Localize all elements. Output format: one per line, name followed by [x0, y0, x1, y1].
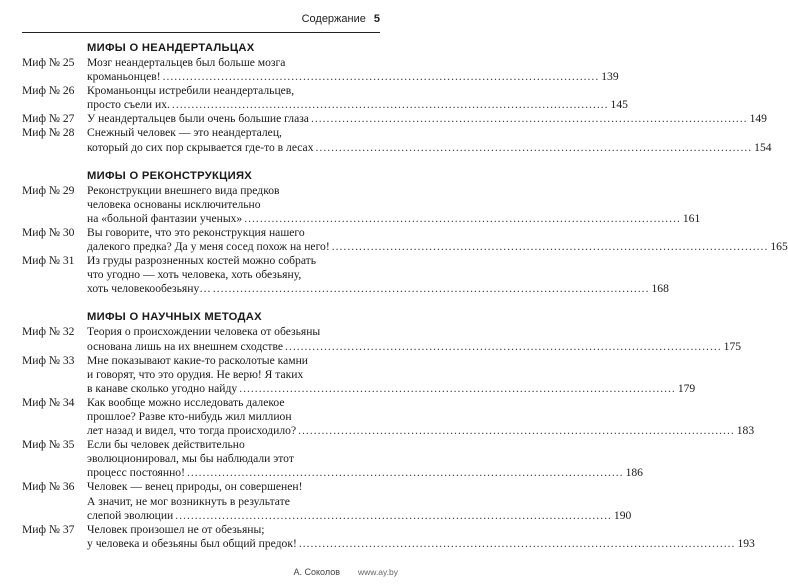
watermark: www.ay.by — [358, 567, 398, 577]
entry-last-line — [87, 212, 700, 226]
entry-text-line: лет назад и видел, что тогда происходило? — [87, 424, 297, 438]
toc-entry[interactable] — [22, 126, 772, 154]
dot-leader — [332, 240, 769, 254]
toc-entry[interactable] — [22, 438, 643, 480]
dot-leader — [244, 212, 681, 226]
entry-text-line: Теория о происхождении человека от обезьяны — [87, 325, 321, 339]
entry-body — [87, 84, 628, 112]
entry-label: Миф № 25 — [22, 56, 75, 69]
entry-text-line: процесс постоянно! — [87, 466, 185, 480]
toc-entry[interactable] — [22, 522, 755, 551]
entry-text-line: Мне показывают какие-то расколотые камни — [87, 353, 308, 367]
entry-body — [87, 184, 700, 226]
entry-page-number[interactable]: 149 — [749, 112, 767, 126]
entry-label: Миф № 31 — [22, 254, 75, 268]
entry-text-line: Кроманьонцы истребили неандертальцев, — [87, 84, 295, 98]
entry-text-line: кроманьонцев! — [87, 70, 161, 84]
entry-last-line — [87, 70, 619, 84]
header-text — [302, 13, 380, 25]
entry-text-line: А значит, не мог возникнуть в результате — [87, 494, 290, 508]
entry-last-line — [87, 282, 669, 296]
entry-page-number[interactable]: 193 — [737, 536, 755, 550]
entry-text-line: у человека и обезьяны был общий предок! — [87, 536, 297, 550]
footer-author: А. Соколов — [293, 567, 340, 577]
entry-last-line — [87, 141, 772, 155]
entry-label: Миф № 29 — [22, 183, 75, 197]
entry-label: Миф № 34 — [22, 395, 75, 409]
entry-text-line: далекого предка? Да у меня сосед похож на него! — [87, 240, 330, 254]
entry-body — [87, 254, 669, 296]
section-title: МИФЫ О НАУЧНЫХ МЕТОДАХ — [87, 311, 262, 324]
entry-text-line: Человек произошел не от обезьяны; — [87, 522, 265, 536]
entry-last-line — [87, 98, 628, 112]
dot-leader — [298, 424, 735, 438]
entry-label: Миф № 26 — [22, 84, 75, 98]
dot-leader — [316, 141, 753, 155]
entry-body — [87, 480, 631, 522]
section-title: МИФЫ О РЕКОНСТРУКЦИЯХ — [87, 169, 253, 182]
toc-section — [22, 310, 755, 551]
entry-text-line: и говорят, что это орудия. Не верю! Я таких — [87, 367, 304, 381]
toc-entry[interactable] — [22, 112, 767, 126]
entry-text-line: хоть человекообезьяну… — [87, 282, 211, 296]
entry-label: Миф № 27 — [22, 112, 75, 126]
toc-section — [22, 169, 788, 297]
entry-text-line: на «больной фантазии ученых» — [87, 211, 243, 225]
entry-text-line: Вы говорите, что это реконструкция нашего — [87, 225, 305, 239]
dot-leader — [175, 509, 612, 523]
header-title: Содержание — [301, 13, 366, 25]
entry-body — [87, 126, 772, 154]
entry-text-line: в канаве сколько угодно найду — [87, 381, 238, 395]
entry-last-line — [87, 509, 631, 523]
entry-text-line: слепой эволюции — [87, 508, 174, 522]
entry-page-number[interactable]: 179 — [677, 381, 696, 395]
entry-text-line: Если бы человек действительно — [87, 438, 245, 452]
entry-label: Миф № 30 — [22, 225, 75, 239]
entry-page-number[interactable]: 165 — [770, 240, 788, 254]
entry-last-line — [87, 424, 754, 438]
toc-entry[interactable] — [22, 225, 788, 254]
toc-section — [22, 41, 772, 155]
entry-text-line: Как вообще можно исследовать далекое — [87, 395, 285, 409]
entry-last-line — [87, 340, 741, 354]
entry-page-number[interactable]: 168 — [651, 282, 669, 296]
toc-entry[interactable] — [22, 254, 669, 296]
toc-entry[interactable] — [22, 395, 755, 438]
entry-label: Миф № 37 — [22, 522, 75, 536]
entry-body — [87, 438, 643, 480]
entry-label: Миф № 35 — [22, 438, 75, 452]
entry-page-number[interactable]: 183 — [736, 424, 755, 438]
dot-leader — [163, 70, 600, 84]
entry-page-number[interactable]: 154 — [754, 140, 772, 154]
entry-text-line: Человек — венец природы, он совершенен! — [87, 480, 303, 494]
entry-text-line: Реконструкции внешнего вида предков — [87, 183, 280, 197]
entry-label: Миф № 32 — [22, 325, 75, 339]
dot-leader — [311, 112, 748, 126]
entry-text-line: У неандертальцев были очень большие глаза — [87, 112, 309, 126]
toc-entry[interactable] — [22, 56, 619, 84]
entry-label: Миф № 33 — [22, 353, 75, 367]
entry-text-line: Снежный человек — это неандерталец, — [87, 126, 282, 140]
dot-leader — [285, 340, 722, 354]
entry-page-number[interactable]: 186 — [625, 466, 643, 480]
entry-page-number[interactable]: 139 — [601, 70, 619, 84]
section-title: МИФЫ О НЕАНДЕРТАЛЬЦАХ — [87, 42, 255, 54]
entry-page-number[interactable]: 190 — [613, 508, 632, 522]
table-of-contents — [22, 41, 788, 565]
toc-entry[interactable] — [22, 325, 742, 353]
toc-entry[interactable] — [22, 183, 701, 226]
entry-body — [87, 354, 695, 396]
entry-body — [87, 325, 741, 353]
entry-text-line: Мозг неандертальцев был больше мозга — [87, 56, 286, 69]
entry-last-line — [87, 382, 695, 396]
entry-body — [87, 112, 767, 126]
entry-body — [87, 226, 788, 254]
entry-body — [87, 56, 619, 84]
entry-text-line: основана лишь на их внешнем сходстве — [87, 339, 284, 353]
toc-entry[interactable] — [22, 480, 632, 522]
entry-last-line — [87, 112, 767, 126]
entry-text-line: Из груды разрозненных костей можно собрать — [87, 254, 317, 268]
entry-label: Миф № 28 — [22, 126, 75, 140]
entry-text-line: что угодно — хоть человека, хоть обезьяну, — [87, 268, 302, 282]
entry-text-line: просто съели их. — [87, 98, 170, 112]
toc-entry[interactable] — [22, 353, 696, 396]
entry-page-number[interactable]: 175 — [723, 339, 742, 353]
entry-body — [87, 523, 755, 551]
entry-text-line: прошлое? Разве кто-нибудь жил миллион — [87, 409, 292, 423]
dot-leader — [172, 98, 609, 112]
header-page-number: 5 — [373, 13, 380, 25]
entry-label: Миф № 36 — [22, 480, 75, 494]
entry-text-line: человека основаны исключительно — [87, 197, 261, 211]
entry-page-number[interactable]: 161 — [682, 211, 701, 225]
entry-last-line — [87, 466, 643, 480]
dot-leader — [213, 282, 650, 296]
dot-leader — [299, 537, 736, 551]
toc-entry[interactable] — [22, 84, 628, 112]
entry-body — [87, 396, 754, 438]
entry-text-line: эволюционировал, мы бы наблюдали этот — [87, 452, 294, 466]
running-header — [22, 10, 380, 33]
entry-last-line — [87, 240, 788, 254]
entry-page-number[interactable]: 145 — [610, 98, 628, 112]
dot-leader — [239, 382, 676, 396]
dot-leader — [187, 466, 624, 480]
entry-text-line: который до сих пор скрывается где-то в лесах — [87, 140, 314, 154]
entry-last-line — [87, 537, 755, 551]
